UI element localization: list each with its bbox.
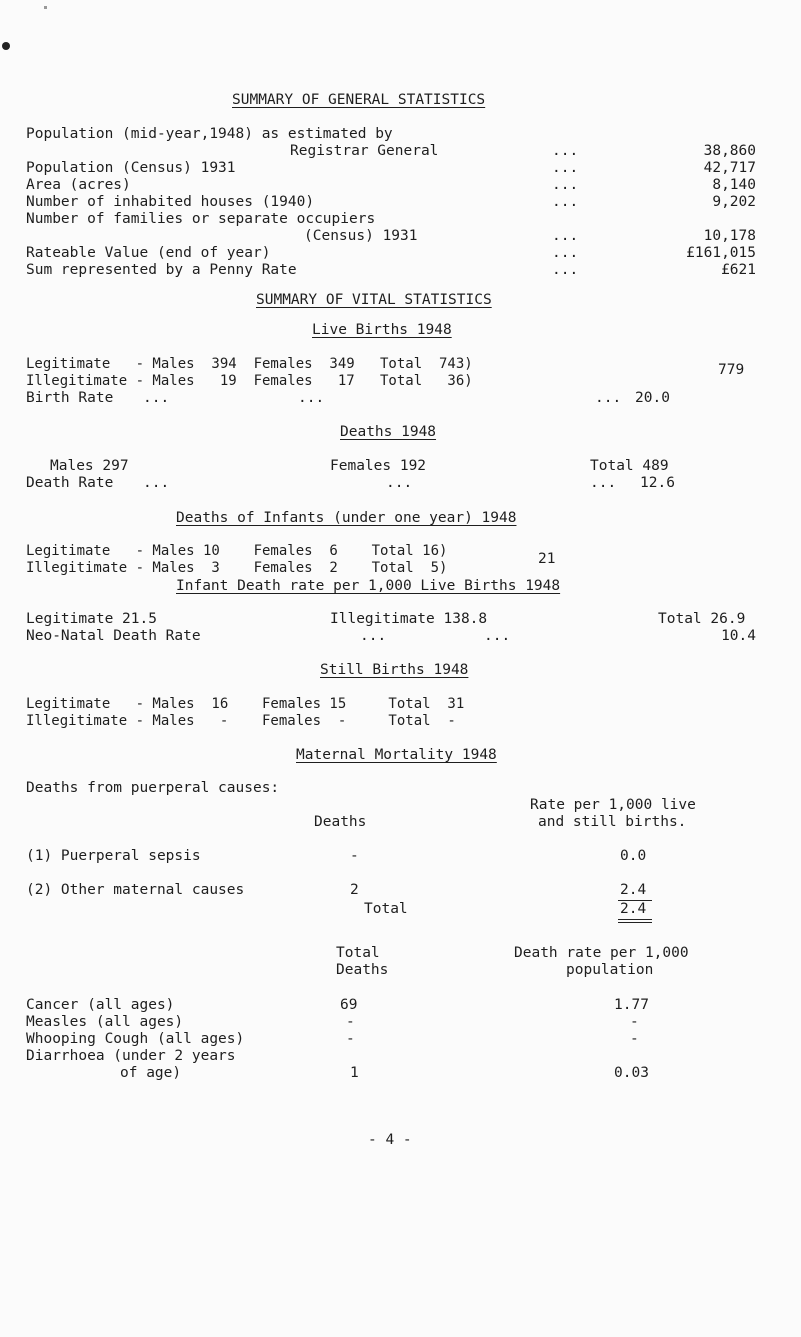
- total-deaths-header-l1: Total: [336, 945, 380, 961]
- live-births-illegit-row: Illegitimate - Males 19 Females 17 Total 36): [26, 373, 473, 389]
- total-rule: [618, 922, 652, 923]
- page-number: - 4 -: [368, 1132, 412, 1148]
- dots: ...: [552, 160, 579, 176]
- deaths-total: Total 489: [590, 458, 669, 474]
- rate-col-header-l2: and still births.: [538, 814, 687, 830]
- dots: ...: [552, 262, 579, 278]
- measles-rate: -: [630, 1014, 639, 1030]
- puerperal-sepsis-deaths: -: [350, 848, 359, 864]
- pop-mid-label-cont: Registrar General: [290, 143, 439, 159]
- birth-rate-value: 20.0: [635, 390, 670, 406]
- maternal-total-rate: 2.4: [620, 901, 647, 917]
- puerperal-sepsis-label: (1) Puerperal sepsis: [26, 848, 201, 864]
- rateable-label: Rateable Value (end of year): [26, 245, 271, 261]
- dots: ...: [552, 143, 579, 159]
- deaths-col-header: Deaths: [314, 814, 367, 830]
- houses-label: Number of inhabited houses (1940): [26, 194, 315, 210]
- dots: ...: [595, 390, 622, 406]
- other-maternal-deaths: 2: [350, 882, 359, 898]
- death-rate-value: 12.6: [640, 475, 675, 491]
- diarrhoea-rate: 0.03: [614, 1065, 649, 1081]
- other-maternal-label: (2) Other maternal causes: [26, 882, 245, 898]
- deaths-females: Females 192: [330, 458, 427, 474]
- infant-rate-heading: Infant Death rate per 1,000 Live Births 1948: [176, 578, 561, 594]
- death-rate-header-l2: population: [566, 962, 654, 978]
- whooping-cough-label: Whooping Cough (all ages): [26, 1031, 245, 1047]
- dots: ...: [552, 245, 579, 261]
- death-rate-header-l1: Death rate per 1,000: [514, 945, 689, 961]
- neonatal-value: 10.4: [721, 628, 756, 644]
- still-births-heading: Still Births 1948: [320, 662, 469, 678]
- families-label: Number of families or separate occupiers: [26, 211, 376, 227]
- total-rule: [618, 919, 652, 920]
- deaths-heading: Deaths 1948: [340, 424, 437, 440]
- still-illegit-row: Illegitimate - Males - Females - Total -: [26, 713, 456, 729]
- rateable-value: £161,015: [686, 245, 756, 261]
- imr-legit: Legitimate 21.5: [26, 611, 157, 627]
- scan-mark: [44, 6, 47, 9]
- still-legit-row: Legitimate - Males 16 Females 15 Total 31: [26, 696, 465, 712]
- diarrhoea-deaths: 1: [350, 1065, 359, 1081]
- deaths-males: Males 297: [50, 458, 129, 474]
- infant-total: 21: [538, 551, 556, 567]
- death-rate-label: Death Rate: [26, 475, 114, 491]
- dots: ...: [143, 475, 170, 491]
- diarrhoea-label: Diarrhoea (under 2 years: [26, 1048, 236, 1064]
- dots: ...: [484, 628, 511, 644]
- live-births-total: 779: [718, 362, 745, 378]
- page-title: SUMMARY OF GENERAL STATISTICS: [232, 92, 486, 108]
- dots: ...: [552, 194, 579, 210]
- vital-heading: SUMMARY OF VITAL STATISTICS: [256, 292, 492, 308]
- infant-deaths-heading: Deaths of Infants (under one year) 1948: [176, 510, 517, 526]
- dots: ...: [143, 390, 170, 406]
- neonatal-label: Neo-Natal Death Rate: [26, 628, 201, 644]
- maternal-heading: Maternal Mortality 1948: [296, 747, 497, 763]
- cancer-deaths: 69: [340, 997, 358, 1013]
- puerperal-sepsis-rate: 0.0: [620, 848, 647, 864]
- maternal-total-label: Total: [364, 901, 408, 917]
- live-births-legit-row: Legitimate - Males 394 Females 349 Total 743): [26, 356, 473, 372]
- penny-value: £621: [721, 262, 756, 278]
- area-label: Area (acres): [26, 177, 131, 193]
- families-value: 10,178: [703, 228, 756, 244]
- dots: ...: [298, 390, 325, 406]
- puerperal-label: Deaths from puerperal causes:: [26, 780, 280, 796]
- diarrhoea-label-cont: of age): [120, 1065, 182, 1081]
- rate-col-header-l1: Rate per 1,000 live: [530, 797, 696, 813]
- measles-label: Measles (all ages): [26, 1014, 184, 1030]
- birth-rate-label: Birth Rate: [26, 390, 114, 406]
- imr-illegit: Illegitimate 138.8: [330, 611, 488, 627]
- pop-census-label: Population (Census) 1931: [26, 160, 236, 176]
- penny-label: Sum represented by a Penny Rate: [26, 262, 297, 278]
- other-maternal-rate: 2.4: [620, 882, 647, 898]
- families-label-cont: (Census) 1931: [304, 228, 418, 244]
- dots: ...: [552, 228, 579, 244]
- dots: ...: [386, 475, 413, 491]
- whooping-cough-deaths: -: [346, 1031, 355, 1047]
- live-births-heading: Live Births 1948: [312, 322, 452, 338]
- pop-mid-value: 38,860: [703, 143, 756, 159]
- infant-legit-row: Legitimate - Males 10 Females 6 Total 16): [26, 543, 448, 559]
- pop-mid-label: Population (mid-year,1948) as estimated by: [26, 126, 393, 142]
- imr-total: Total 26.9: [658, 611, 746, 627]
- cancer-label: Cancer (all ages): [26, 997, 175, 1013]
- dots: ...: [552, 177, 579, 193]
- infant-illegit-row: Illegitimate - Males 3 Females 2 Total 5): [26, 560, 448, 576]
- houses-value: 9,202: [712, 194, 756, 210]
- whooping-cough-rate: -: [630, 1031, 639, 1047]
- pop-census-value: 42,717: [703, 160, 756, 176]
- area-value: 8,140: [712, 177, 756, 193]
- cancer-rate: 1.77: [614, 997, 649, 1013]
- binding-hole-mark: [2, 42, 10, 50]
- dots: ...: [590, 475, 617, 491]
- dots: ...: [360, 628, 387, 644]
- total-deaths-header-l2: Deaths: [336, 962, 389, 978]
- measles-deaths: -: [346, 1014, 355, 1030]
